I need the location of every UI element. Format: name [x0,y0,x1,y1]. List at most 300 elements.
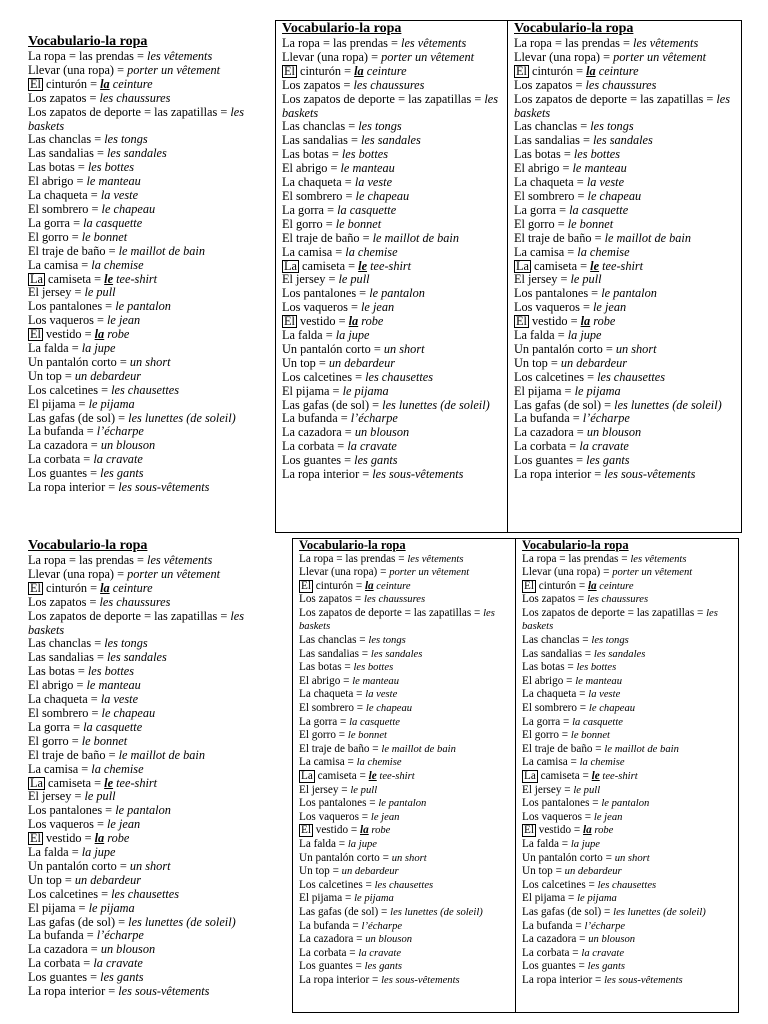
vocab-entry [282,120,507,134]
french-term: un blouson [588,934,636,946]
vocab-entry [28,693,274,707]
spanish-term: cinturón = [296,63,355,78]
french-term: un blouson [100,942,156,957]
spanish-term: Los vaqueros = [28,817,107,832]
spanish-term: El abrigo = [514,161,573,176]
french-term: les vêtements [147,553,213,567]
vocab-entry [28,916,274,930]
french-article: la [94,831,105,846]
spanish-term: cinturón = [312,579,365,592]
vocab-entry [28,412,274,426]
vocab-entry [28,637,274,651]
vocab-entry [28,943,274,957]
spanish-term: La gorra = [282,202,338,217]
vocab-entry [299,852,515,866]
vocab-entry [282,440,507,454]
spanish-term: Los zapatos de deporte = las zapatillas = [522,606,707,619]
spanish-term: Los pantalones = [514,286,602,301]
french-term: les baskets [28,608,245,637]
french-term: le chapeau [587,188,642,203]
vocab-entry [522,865,738,879]
vocab-entry [299,879,515,893]
french-term: le jean [361,300,395,315]
french-term: le chapeau [101,705,156,720]
vocab-entry [282,357,507,371]
french-term: les bottes [353,662,394,674]
spanish-term: La ropa interior = [299,973,382,986]
spanish-term: Los calcetines = [299,878,375,891]
spanish-term: Las gafas (de sol) = [28,914,129,929]
vocab-entry [522,960,738,974]
french-term: la chemise [579,757,625,769]
vocab-entry [514,148,741,162]
spanish-term: Los guantes = [28,970,101,985]
french-term: les vêtements [630,553,687,565]
vocab-entry [28,582,274,596]
spanish-term: Los zapatos = [299,593,365,606]
french-term: les gants [100,970,144,985]
vocab-block-bottom-right [515,538,739,1013]
spanish-term: Las botas = [28,160,88,175]
vocab-entry [28,596,274,610]
french-term: le bonnet [347,730,388,742]
spanish-term: Las sandalias = [514,133,593,148]
spanish-term: El gorro = [28,733,82,748]
french-term: la cravate [93,452,143,467]
spanish-term: Llevar (una ropa) = [514,49,614,64]
spanish-term: Un top = [514,355,561,370]
french-term: la chemise [91,761,144,776]
spanish-term: La ropa = las prendas = [522,552,631,565]
vocab-entry [28,929,274,943]
spanish-term: La gorra = [522,715,573,728]
vocab-entry [28,568,274,582]
french-article: le [104,775,114,790]
vocab-entry [299,607,515,634]
french-term: les sous-vêtements [118,480,210,495]
french-term: les bottes [573,147,620,162]
vocab-entry [522,824,738,838]
vocab-entry [28,286,274,300]
spanish-term: La cazadora = [522,933,589,946]
vocab-entry [28,721,274,735]
french-term: un debardeur [564,866,622,878]
vocab-entry [28,314,274,328]
vocab-entry [282,65,507,79]
spanish-term: La chaqueta = [28,188,101,203]
spanish-term: Los calcetines = [28,382,112,397]
vocab-entry [299,906,515,920]
french-term: le bonnet [567,216,614,231]
french-term: la veste [100,188,139,203]
vocab-entry [522,688,738,702]
boxed-article: El [284,314,295,329]
french-article: la [587,579,597,592]
vocab-entry [522,879,738,893]
french-article: la [580,314,591,329]
vocab-entry [522,852,738,866]
spanish-term: La corbata = [28,956,94,971]
spanish-term: El abrigo = [522,674,576,687]
vocab-entry [522,675,738,689]
vocab-entry [28,106,274,134]
french-term: le chapeau [355,188,410,203]
vocab-entry [299,770,515,784]
vocab-entry [28,384,274,398]
vocab-entry [28,804,274,818]
spanish-term: El sombrero = [514,188,588,203]
spanish-term: La bufanda = [299,919,362,932]
vocab-entry [282,385,507,399]
spanish-term: El pijama = [522,892,578,905]
spanish-term: Las sandalias = [299,647,371,660]
french-term: les chausettes [365,369,434,384]
french-term: le maillot de bain [118,243,206,258]
french-term: la veste [588,689,621,701]
vocab-entry [514,385,741,399]
vocab-entry [514,190,741,204]
vocab-entry [299,634,515,648]
vocab-entry [282,399,507,413]
french-term: un debardeur [74,872,142,887]
spanish-term: La camisa = [282,244,346,259]
spanish-term: El gorro = [28,229,82,244]
french-term: les vêtements [633,36,699,50]
vocab-entry [299,756,515,770]
french-term: robe [104,327,130,342]
french-term: le pull [338,272,370,287]
spanish-term: El pijama = [514,383,575,398]
french-article: le [368,770,377,782]
spanish-term: La cazadora = [514,425,587,440]
spanish-term: El sombrero = [522,702,589,715]
french-term: les chausettes [111,382,180,397]
french-term: les bottes [87,664,134,679]
spanish-term: La ropa interior = [282,467,373,482]
french-term: l’écharpe [582,411,630,426]
vocab-entry [28,78,274,92]
vocab-entry [514,440,741,454]
vocab-entry [28,370,274,384]
spanish-term: El sombrero = [28,705,102,720]
spanish-term: Las gafas (de sol) = [522,905,614,918]
vocab-entry [299,824,515,838]
french-term: la casquette [337,202,397,217]
spanish-term: Los calcetines = [522,878,598,891]
vocab-entry [282,190,507,204]
spanish-term: Las gafas (de sol) = [28,410,129,425]
spanish-term: El gorro = [522,729,571,742]
vocab-entry [299,865,515,879]
french-term: le jean [593,811,623,823]
french-term: un debardeur [560,355,628,370]
vocab-entry [282,301,507,315]
spanish-term: Los zapatos de deporte = las zapatillas = [514,91,717,106]
spanish-term: La chaqueta = [514,175,587,190]
french-term: les chausettes [597,879,657,891]
french-term: les sous-vêtements [604,974,683,986]
french-term: la veste [586,175,625,190]
french-term: les bottes [341,147,388,162]
vocab-entry [28,651,274,665]
vocab-entry [282,412,507,426]
vocab-entry [299,675,515,689]
vocab-entry [522,838,738,852]
french-term: les baskets [28,104,245,133]
french-term: les vêtements [401,36,467,50]
vocab-entry [514,343,741,357]
vocab-entry [514,93,741,121]
spanish-term: La corbata = [514,439,580,454]
french-term: la casquette [83,215,143,230]
vocab-entry [514,399,741,413]
spanish-term: La cazadora = [282,425,355,440]
french-term: les sandales [370,648,423,660]
vocab-entry [28,749,274,763]
french-term: le jean [107,313,141,328]
vocab-entry [299,716,515,730]
spanish-term: El jersey = [282,272,339,287]
french-term: un debardeur [328,355,396,370]
french-term: les baskets [299,607,495,633]
vocab-entry [28,175,274,189]
french-term: les vêtements [147,49,213,63]
french-term: les gants [586,453,630,468]
vocab-entry [299,566,515,580]
vocab-entry [28,707,274,721]
spanish-term: Un top = [282,355,329,370]
french-term: ceinture [373,580,411,592]
vocab-entry [299,811,515,825]
spanish-term: El traje de baño = [28,747,119,762]
vocab-entry [28,342,274,356]
vocab-entry [282,37,507,51]
french-term: les gants [354,453,398,468]
vocab-entry [299,553,515,567]
spanish-term: vestido = [42,831,95,846]
spanish-term: Los guantes = [282,453,355,468]
french-term: les chausettes [111,886,180,901]
french-term: la jupe [570,838,600,850]
vocab-entry [522,593,738,607]
vocab-entry [28,398,274,412]
french-article: la [94,327,105,342]
spanish-term: Los calcetines = [514,369,598,384]
vocab-entry [282,134,507,148]
vocab-entry [28,259,274,273]
french-term: le pull [570,272,602,287]
vocab-entry [28,189,274,203]
spanish-term: Los zapatos = [514,77,586,92]
spanish-term: La camisa = [28,761,92,776]
french-term: un blouson [100,438,156,453]
spanish-term: La gorra = [514,202,570,217]
french-article: le [104,271,114,286]
french-term: le pijama [88,396,135,411]
vocab-entry [522,797,738,811]
spanish-term: Un pantalón corto = [28,354,130,369]
spanish-term: Un pantalón corto = [514,341,616,356]
french-term: un debardeur [341,866,399,878]
french-term: les chaussures [99,594,171,609]
french-term: le manteau [575,675,623,687]
vocab-entry [299,892,515,906]
spanish-term: Los zapatos de deporte = las zapatillas = [28,608,231,623]
vocab-entry [514,134,741,148]
french-term: le pantalon [601,798,650,810]
vocab-entry [28,846,274,860]
spanish-term: camiseta = [314,770,369,782]
vocab-title: Vocabulario-la ropa [28,34,148,49]
spanish-term: Un top = [522,865,565,878]
vocab-entry [28,50,274,64]
french-term: l’écharpe [350,411,398,426]
spanish-term: Los guantes = [514,453,587,468]
french-term: ceinture [596,580,634,592]
vocab-title: Vocabulario-la ropa [522,538,629,552]
french-term: les gants [587,961,626,973]
french-term: le pantalon [115,299,171,314]
vocab-entry [514,120,741,134]
vocab-entry [28,874,274,888]
boxed-article: La [30,271,43,286]
french-term: le bonnet [81,229,128,244]
vocab-entry [282,232,507,246]
vocab-entry [522,716,738,730]
vocab-title: Vocabulario-la ropa [299,538,406,552]
spanish-term: vestido = [312,824,360,837]
spanish-term: La falda = [28,341,82,356]
french-term: l’écharpe [584,920,626,932]
spanish-term: La chaqueta = [282,175,355,190]
spanish-term: Los vaqueros = [514,300,593,315]
vocab-entry [282,162,507,176]
vocab-entry [522,553,738,567]
vocab-entry [514,301,741,315]
french-term: ceinture [109,76,153,91]
french-term: un short [615,341,657,356]
spanish-term: Las sandalias = [282,133,361,148]
spanish-term: Las gafas (de sol) = [514,397,615,412]
boxed-article: El [524,824,534,837]
french-term: le jean [593,300,627,315]
vocab-entry [28,217,274,231]
vocab-entry [299,920,515,934]
vocab-entry [28,818,274,832]
french-term: les tongs [104,636,148,651]
french-term: tee-shirt [599,771,638,782]
french-term: un short [129,858,171,873]
spanish-term: Un pantalón corto = [522,851,615,864]
spanish-term: Las chanclas = [28,636,105,651]
vocab-entry [522,933,738,947]
spanish-term: Un top = [28,872,75,887]
spanish-term: El traje de baño = [282,230,373,245]
spanish-term: La falda = [514,328,568,343]
french-term: les lunettes (de soleil) [613,906,706,918]
spanish-term: El jersey = [514,272,571,287]
french-article: la [354,63,364,78]
french-article: le [358,258,368,273]
spanish-term: La ropa interior = [522,973,605,986]
vocab-entry [299,743,515,757]
vocab-entry [282,329,507,343]
vocab-entry [282,51,507,65]
vocab-entry [28,777,274,791]
boxed-article: La [524,770,536,782]
spanish-term: La camisa = [522,756,580,769]
spanish-term: Los zapatos de deporte = las zapatillas = [299,606,484,619]
french-article: la [582,824,592,837]
french-term: le chapeau [588,703,636,715]
french-term: les sous-vêtements [604,467,696,482]
vocab-entry [28,147,274,161]
spanish-term: vestido = [42,327,95,342]
french-term: le manteau [86,174,141,189]
french-term: un blouson [365,934,413,946]
spanish-term: El pijama = [282,383,343,398]
french-term: la jupe [81,845,116,860]
french-term: robe [591,825,614,837]
french-term: robe [590,314,616,329]
french-term: le manteau [352,675,400,687]
french-term: le bonnet [570,730,611,742]
spanish-term: La corbata = [28,452,94,467]
boxed-article: La [516,258,529,273]
french-term: la chemise [577,244,630,259]
vocab-entry [514,329,741,343]
vocab-entry [514,176,741,190]
french-article: la [586,63,596,78]
spanish-term: Los zapatos = [28,594,100,609]
vocab-entry [522,892,738,906]
vocab-entry [514,65,741,79]
vocab-entry [28,273,274,287]
french-term: la cravate [358,947,402,959]
french-term: porter un vêtement [127,566,221,581]
spanish-term: Los vaqueros = [28,313,107,328]
spanish-term: La bufanda = [522,919,585,932]
vocab-entry [522,784,738,798]
spanish-term: El traje de baño = [28,243,119,258]
vocab-entry [522,661,738,675]
spanish-term: La ropa interior = [28,984,119,999]
boxed-article: La [30,775,43,790]
french-term: la chemise [356,757,402,769]
french-term: l’écharpe [96,928,144,943]
spanish-term: La gorra = [28,719,84,734]
boxed-article: El [284,63,295,78]
vocab-entry [514,37,741,51]
french-article: la [100,76,110,91]
spanish-term: La gorra = [299,715,350,728]
vocab-entry [522,770,738,784]
vocab-entry [28,610,274,638]
french-term: robe [368,825,391,837]
french-term: un debardeur [74,368,142,383]
french-article: le [591,770,600,782]
spanish-term: Los guantes = [299,960,365,973]
french-term: les sandales [107,146,167,161]
vocab-entry [28,203,274,217]
french-term: robe [104,831,130,846]
spanish-term: Llevar (una ropa) = [28,62,128,77]
vocab-entry [28,161,274,175]
french-term: les bottes [576,662,617,674]
vocab-entry [28,554,274,568]
french-term: les chaussures [364,594,426,606]
spanish-term: Los zapatos de deporte = las zapatillas = [28,104,231,119]
